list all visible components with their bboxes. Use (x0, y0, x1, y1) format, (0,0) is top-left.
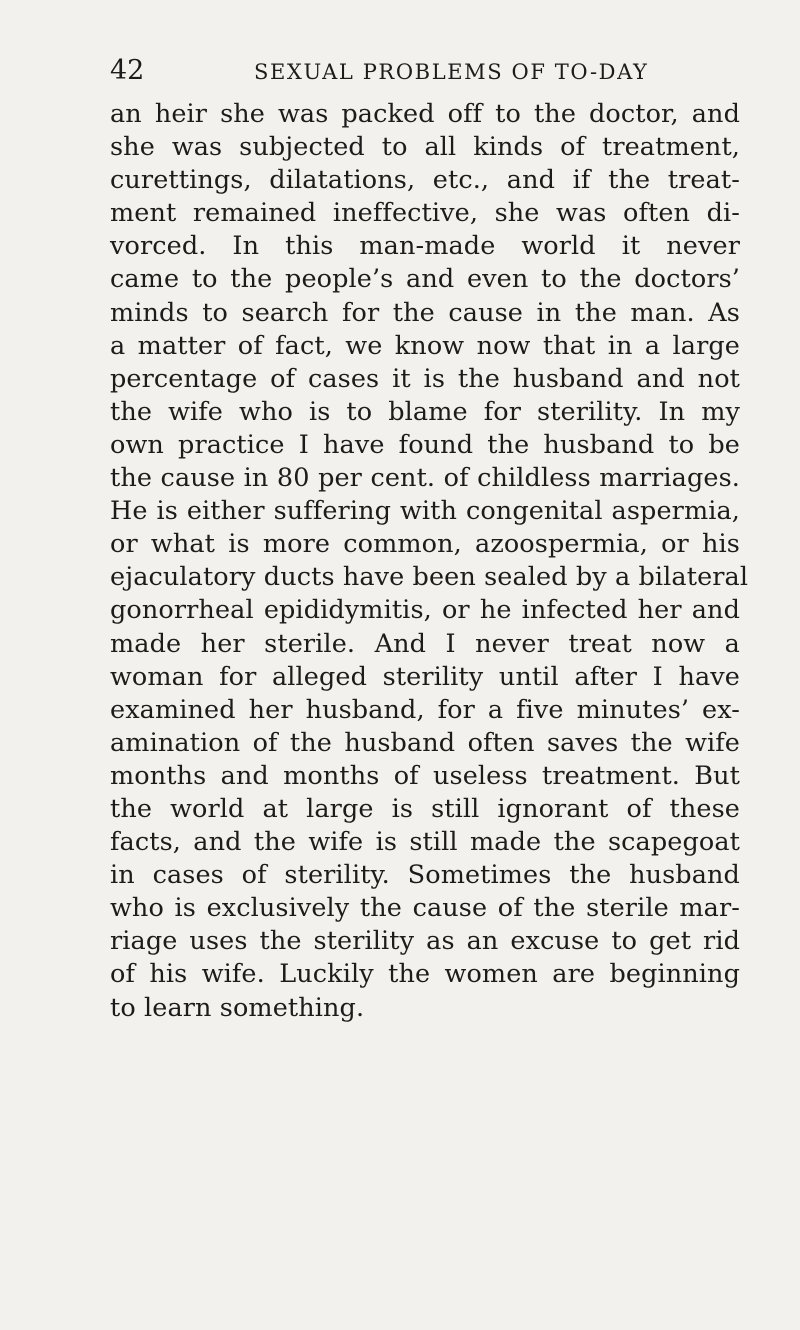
text-line: curettings, dilatations, etc., and if the treat- (110, 165, 740, 196)
text-line: ejaculatory ducts have been sealed by a bilateral (110, 562, 749, 593)
text-line: made her sterile. And I never treat now a (110, 628, 740, 659)
text-line: gonorrheal epididymitis, or he infected her and (110, 595, 740, 626)
text-line: ment remained ineffective, she was often di- (110, 198, 740, 229)
text-line: woman for alleged sterility until after I have (110, 661, 740, 692)
text-line: percentage of cases it is the husband and not (110, 363, 740, 394)
text-line: to learn something. (110, 992, 365, 1023)
text-line: riage uses the sterility as an excuse to get rid (110, 926, 740, 957)
text-line: the wife who is to blame for sterility. In my (110, 396, 740, 427)
page-number: 42 (110, 55, 145, 86)
text-line: she was subjected to all kinds of treatment, (110, 132, 740, 163)
text-line: facts, and the wife is still made the scapegoat (110, 827, 740, 858)
text-line: the world at large is still ignorant of these (110, 793, 740, 824)
text-line: came to the people’s and even to the doctors’ (110, 264, 740, 295)
body-paragraph (110, 98, 749, 1025)
text-line: or what is more common, azoospermia, or his (110, 529, 740, 560)
text-line: amination of the husband often saves the wife (110, 727, 740, 758)
running-title: SEXUAL PROBLEMS OF TO-DAY (254, 60, 649, 84)
text-line: own practice I have found the husband to be (110, 429, 740, 460)
text-line: a matter of fact, we know now that in a large (110, 330, 740, 361)
text-line: examined her husband, for a five minutes’ ex- (110, 694, 740, 725)
text-line: months and months of useless treatment. But (110, 760, 740, 791)
text-line: who is exclusively the cause of the sterile mar- (110, 893, 740, 924)
text-line: the cause in 80 per cent. of childless marriages. (110, 463, 740, 494)
text-line: in cases of sterility. Sometimes the husband (110, 860, 740, 891)
text-line: minds to search for the cause in the man. As (110, 297, 740, 328)
text-line: of his wife. Luckily the women are beginning (110, 959, 740, 990)
text-line: He is either suffering with congenital aspermia, (110, 496, 740, 527)
text-line: an heir she was packed off to the doctor, and (110, 99, 740, 129)
text-line: vorced. In this man-made world it never (110, 231, 740, 262)
